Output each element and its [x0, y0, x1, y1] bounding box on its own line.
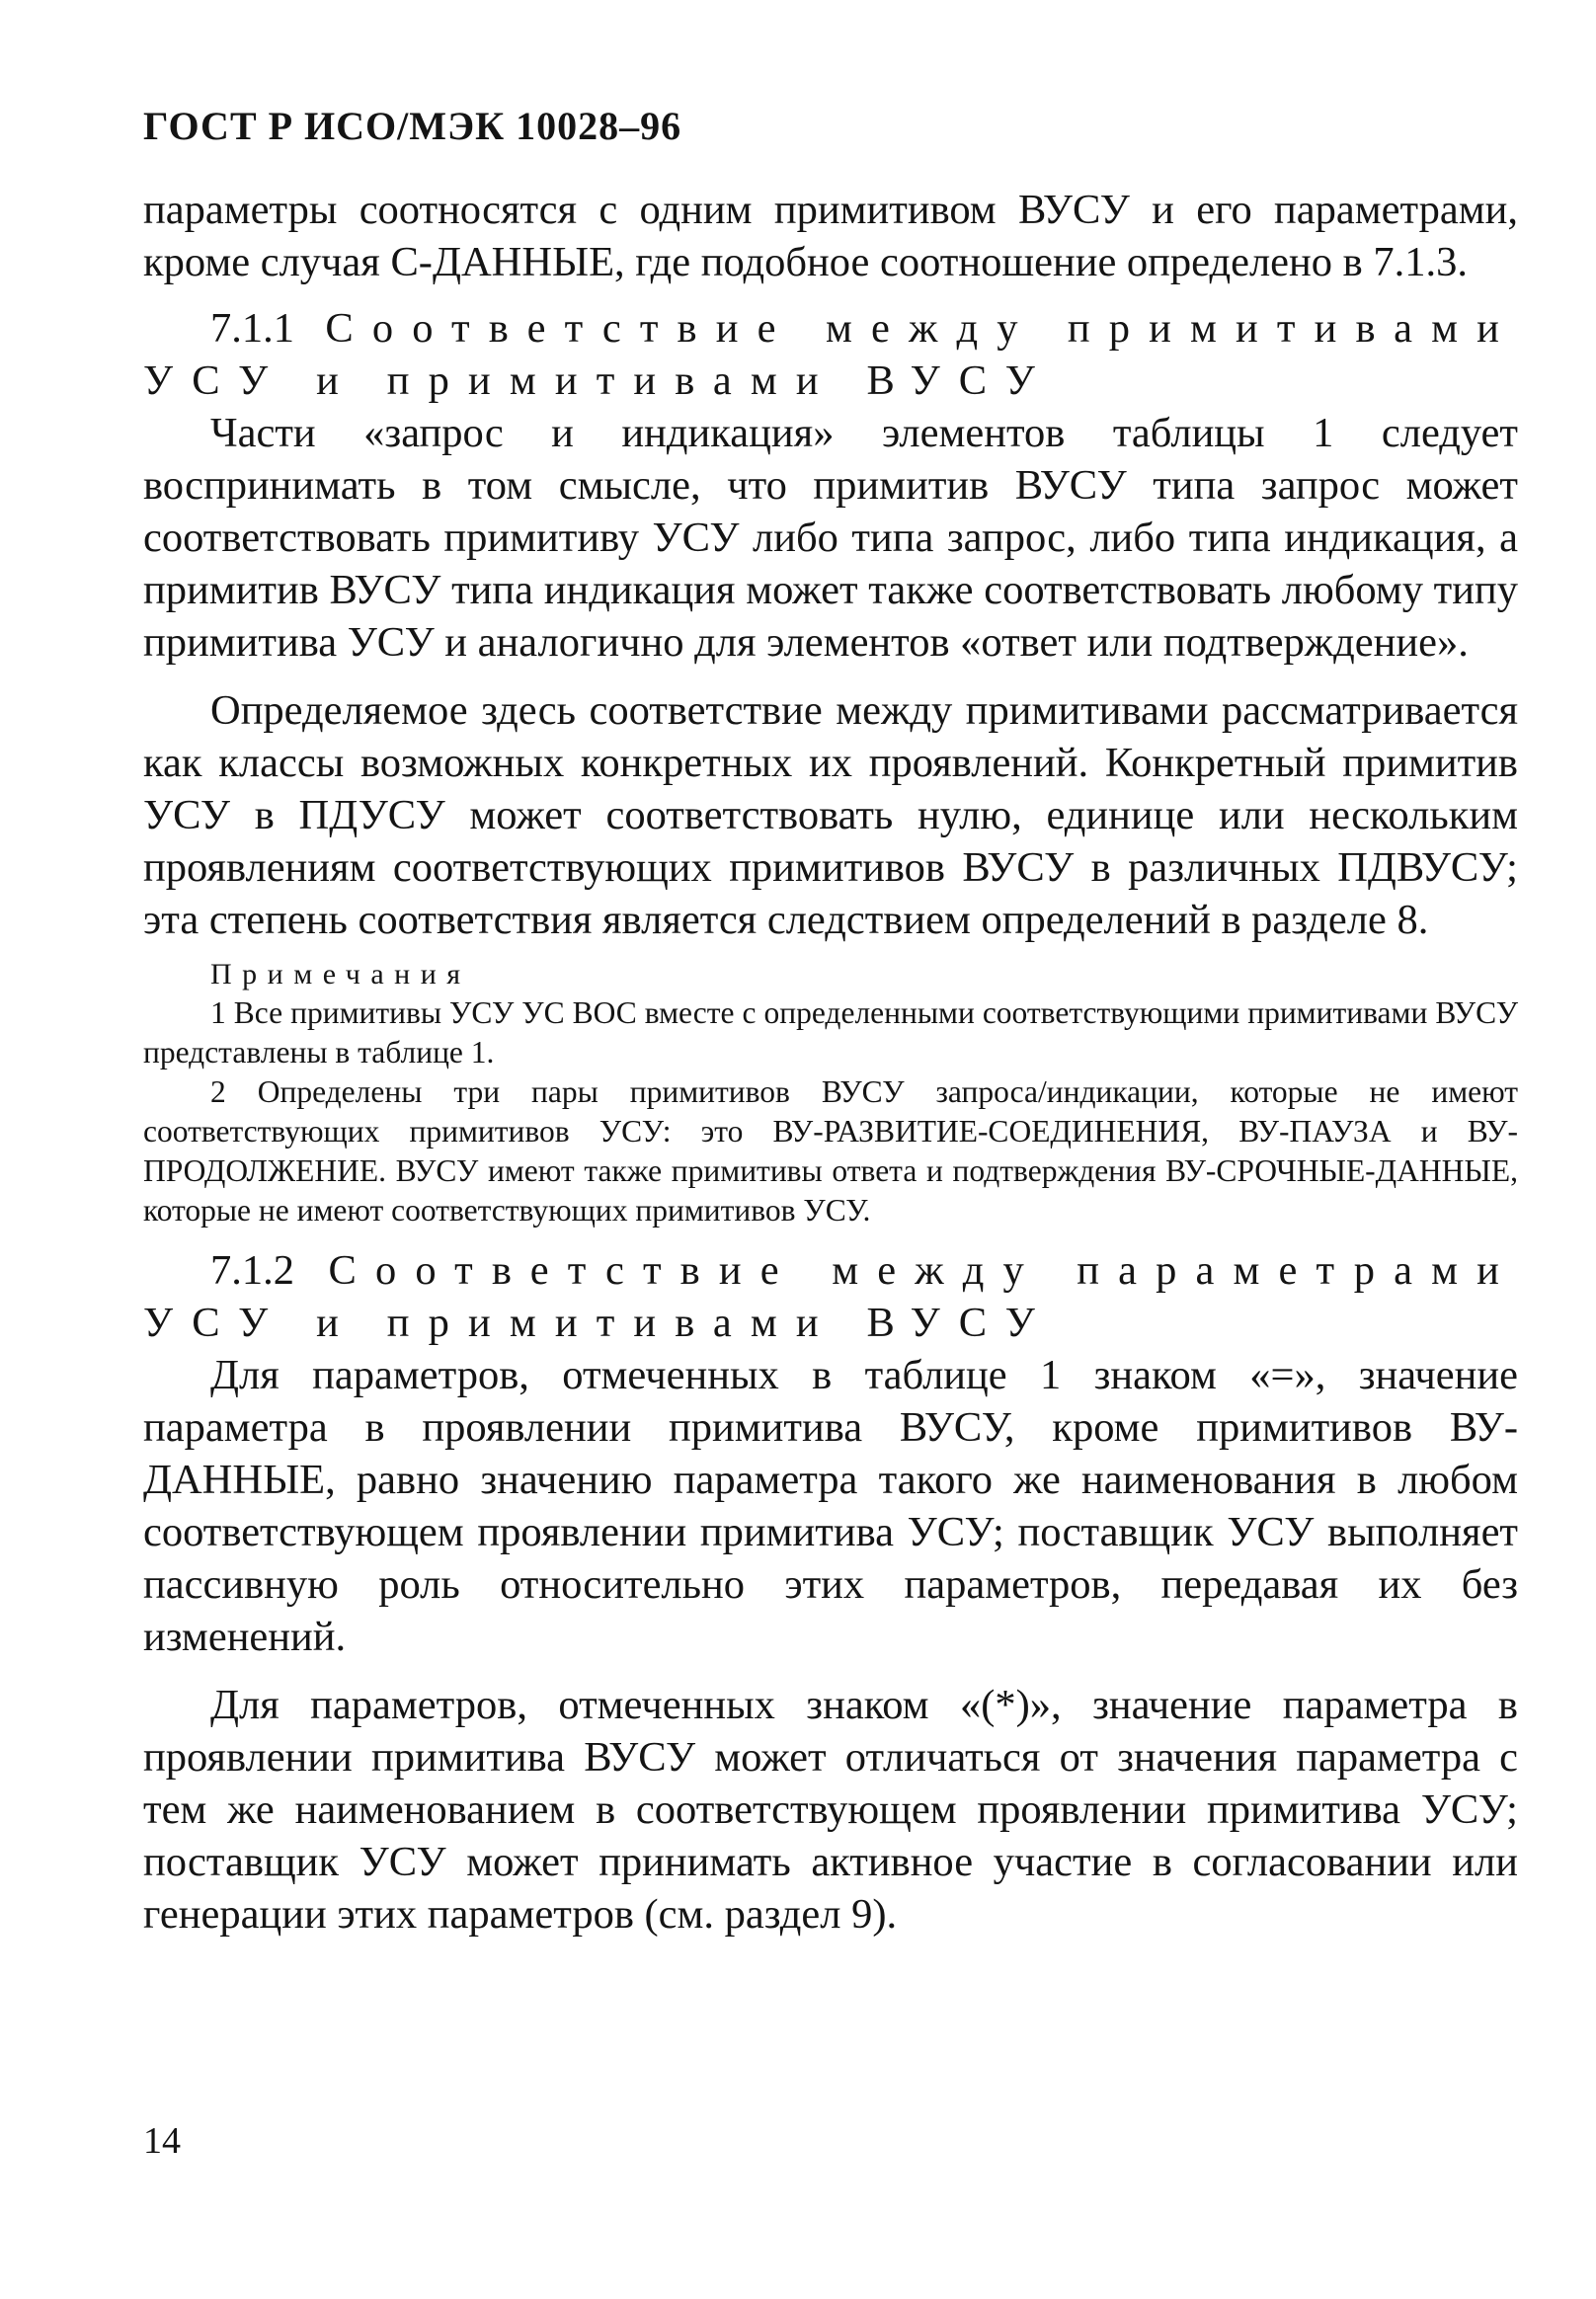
- paragraph-continuation: параметры соотносятся с одним примитивом ВУСУ и его параметрами, кроме случая С-ДАННЫЕ, где подобное соотношение определено в 7.1.3.: [143, 187, 1518, 285]
- section-title: Соответствие между параметрами УСУ и примитивами ВУСУ: [143, 1247, 1518, 1346]
- section-number: 7.1.1: [210, 305, 294, 352]
- note-item: 2 Определены три пары примитивов ВУСУ запроса/индикации, которые не имеют соответствующих примитивов УСУ: это ВУ-РАЗВИТИЕ-СОЕДИНЕНИЯ, ВУ-ПАУЗА и ВУ-ПРОДОЛЖЕНИЕ. ВУСУ имеют также примитивы ответа и подтверждения ВУ-СРОЧНЫЕ-ДАННЫЕ, которые не имеют соответствующих примитивов УСУ.: [143, 1074, 1518, 1228]
- section-number: 7.1.2: [210, 1247, 294, 1294]
- section-heading-7-1-2: [143, 1244, 1518, 1349]
- notes-heading: Примечания: [210, 958, 471, 991]
- section-heading-7-1-1: [143, 302, 1518, 407]
- document-header: ГОСТ Р ИСО/МЭК 10028–96: [143, 104, 682, 148]
- paragraph: Для параметров, отмеченных знаком «(*)», значение параметра в проявлении примитива ВУСУ может отличаться от значения параметра с тем же наименованием в соответствующем проявлении примитива УСУ; поставщик УСУ может принимать активное участие в согласовании или генерации этих параметров (см. раздел 9).: [143, 1682, 1518, 1938]
- page-number: 14: [143, 2120, 181, 2162]
- note-item: 1 Все примитивы УСУ УС ВОС вместе с определенными соответствующими примитивами ВУСУ представлены в таблице 1.: [143, 995, 1518, 1070]
- section-title: Соответствие между примитивами УСУ и примитивами ВУСУ: [143, 305, 1519, 404]
- paragraph: Для параметров, отмеченных в таблице 1 знаком «=», значение параметра в проявлении примитива ВУСУ, кроме примитивов ВУ-ДАННЫЕ, равно значению параметра такого же наименования в любом соответствующем проявлении примитива УСУ; поставщик УСУ выполняет пассивную роль относительно этих параметров, передавая их без изменений.: [143, 1352, 1518, 1660]
- document-body: [143, 184, 1518, 1941]
- paragraph: Определяемое здесь соответствие между примитивами рассматривается как классы возможных конкретных их проявлений. Конкретный примитив УСУ в ПДУСУ может соответствовать нулю, единице или нескольким проявлениям соответствующих примитивов ВУСУ в различных ПДВУСУ; эта степень соответствия является следствием определений в разделе 8.: [143, 687, 1518, 943]
- paragraph: Части «запрос и индикация» элементов таблицы 1 следует воспринимать в том смысле, что примитив ВУСУ типа запрос может соответствовать примитиву УСУ либо типа запрос, либо типа индикация, а примитив ВУСУ типа индикация может также соответствовать любому типу примитива УСУ и аналогично для элементов «ответ или подтверждение».: [143, 410, 1518, 666]
